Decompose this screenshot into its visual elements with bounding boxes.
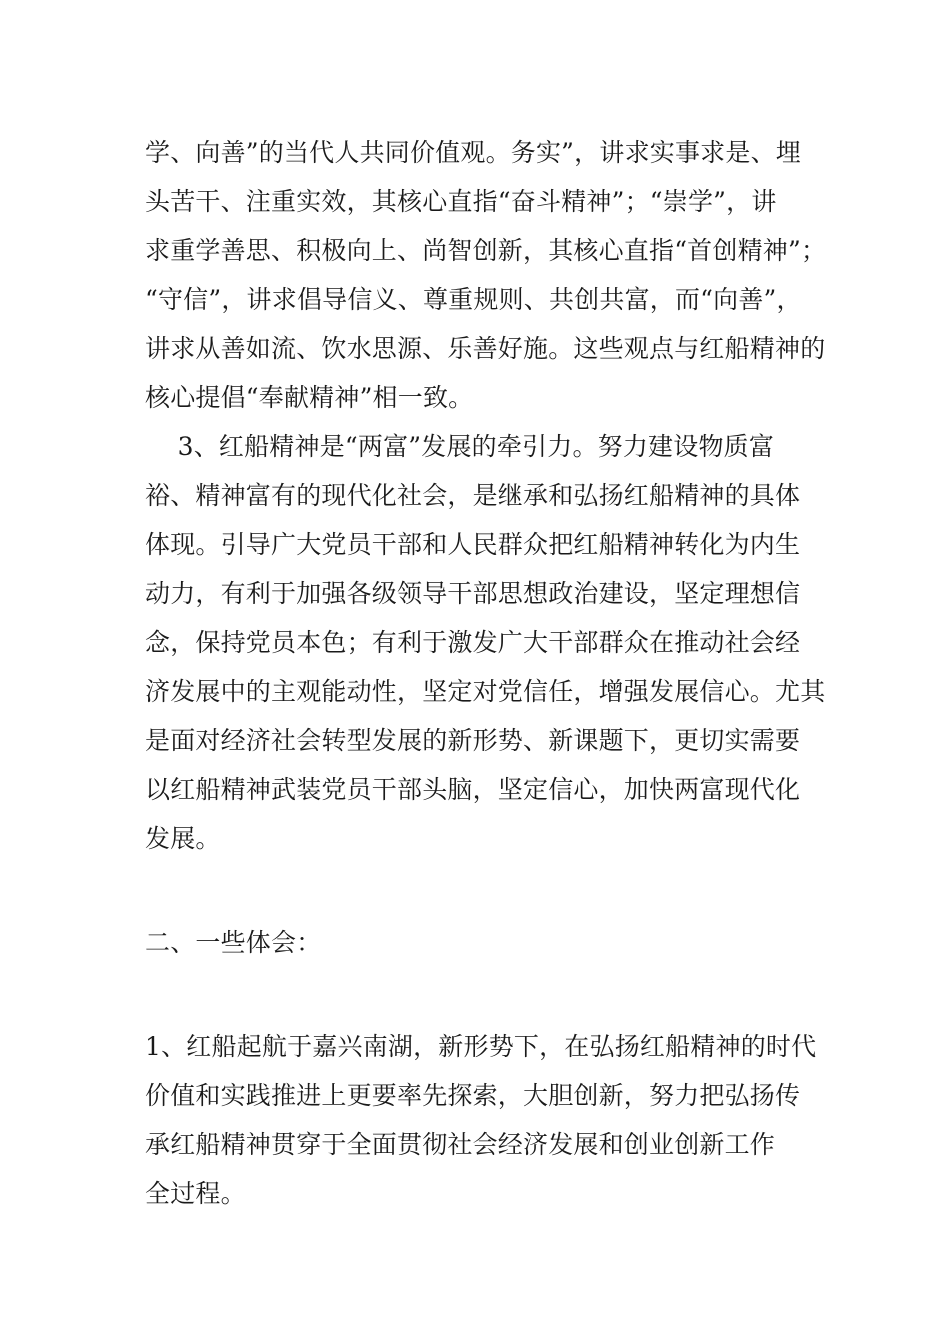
paragraph-line: 学、向善”的当代人共同价值观。务实”，讲求实事求是、埋 (145, 138, 801, 167)
paragraph-core-values (145, 128, 827, 422)
paragraph-line: 体现。引导广大党员干部和人民群众把红船精神转化为内生 (145, 530, 801, 559)
paragraph-line: 发展。 (145, 824, 221, 853)
section-heading (145, 918, 815, 967)
paragraph-line: 头苦干、注重实效，其核心直指“奋斗精神”；“崇学”，讲 (145, 187, 777, 216)
paragraph-line: 是面对经济社会转型发展的新形势、新课题下，更切实需要 (145, 726, 801, 755)
paragraph-line: 全过程。 (145, 1179, 246, 1208)
paragraph-line: 济发展中的主观能动性，坚定对党信任，增强发展信心。尤其 (145, 677, 826, 706)
paragraph-line: 承红船精神贯穿于全面贯彻社会经济发展和创业创新工作 (145, 1130, 776, 1159)
paragraph-line: 以红船精神武装党员干部头脑，坚定信心，加快两富现代化 (145, 775, 801, 804)
paragraph-line: 3、红船精神是“两富”发展的牵引力。努力建设物质富 (145, 432, 775, 461)
paragraph-line: 价值和实践推进上更要率先探索，大胆创新，努力把弘扬传 (145, 1081, 801, 1110)
paragraph-line: 念，保持党员本色；有利于激发广大干部群众在推动社会经 (145, 628, 801, 657)
paragraph-line: 讲求从善如流、饮水思源、乐善好施。这些观点与红船精神的 (145, 334, 826, 363)
paragraph-line: 核心提倡“奉献精神”相一致。 (145, 383, 474, 412)
paragraph-traction (145, 422, 826, 863)
paragraph-line: 动力，有利于加强各级领导干部思想政治建设，坚定理想信 (145, 579, 801, 608)
paragraph-line: “守信”，讲求倡导信义、尊重规则、共创共富，而“向善”， (145, 285, 802, 314)
paragraph-line: 裕、精神富有的现代化社会，是继承和弘扬红船精神的具体 (145, 481, 801, 510)
paragraph-line: 求重学善思、积极向上、尚智创新，其核心直指“首创精神”； (145, 236, 827, 265)
paragraph-line: 1、红船起航于嘉兴南湖，新形势下，在弘扬红船精神的时代 (145, 1032, 817, 1061)
paragraph-experience-1 (145, 1022, 815, 1218)
section-heading-text: 二、一些体会： (145, 928, 322, 957)
